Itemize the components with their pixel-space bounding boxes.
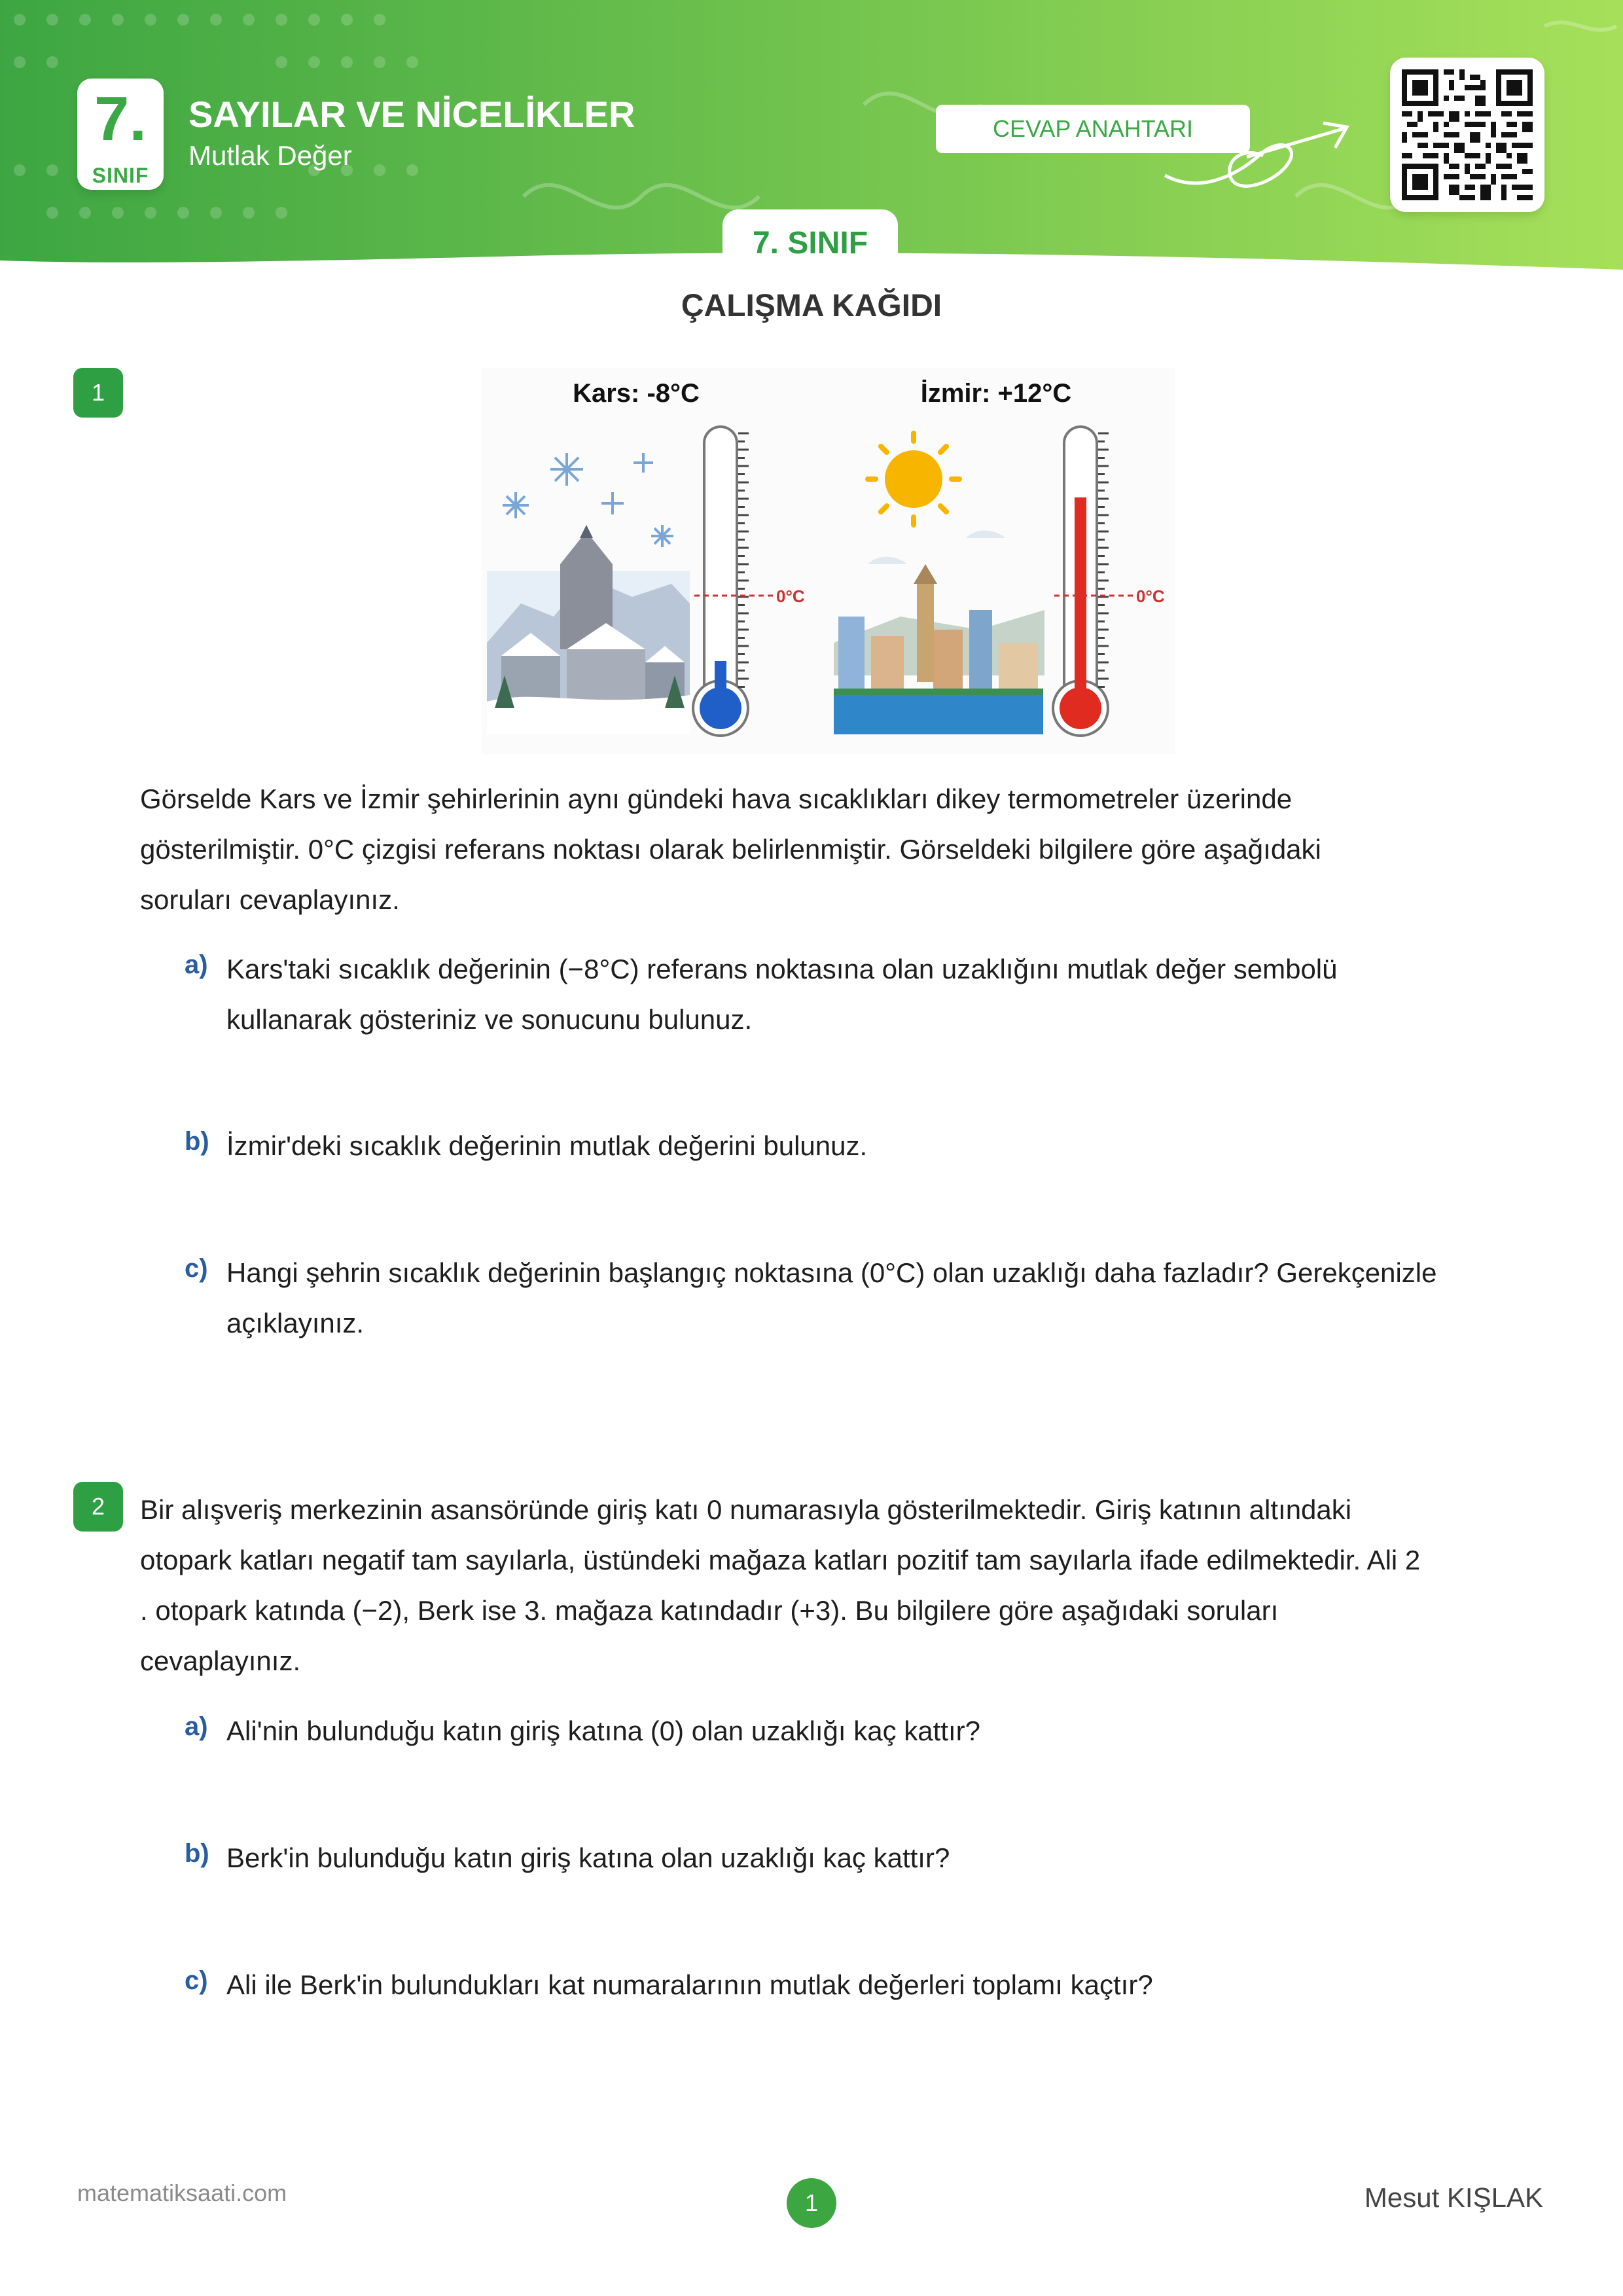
q1-intro-line: Görselde Kars ve İzmir şehirlerinin aynı gündeki hava sıcaklıkları dikey termometreler üzerinde	[140, 783, 1293, 814]
item-text: Ali ile Berk'in bulundukları kat numaralarının mutlak değerleri toplamı kaçtır?	[226, 1969, 1153, 2000]
qr-code-icon	[1402, 69, 1533, 200]
q2-intro-line: cevaplayınız.	[140, 1645, 301, 1676]
q2-item-a	[185, 1706, 1546, 1756]
item-label: c)	[185, 1966, 208, 1995]
q1-item-c	[185, 1247, 1546, 1348]
item-text: kullanarak gösteriniz ve sonucunu bulunuz.	[226, 1004, 753, 1035]
grade-badge	[77, 79, 164, 190]
izmir-mercury	[1075, 497, 1086, 708]
question-1-number: 1	[73, 368, 123, 418]
qr-code[interactable]	[1390, 58, 1544, 212]
q1-intro-line: gösterilmiştir. 0°C çizgisi referans noktası olarak belirlenmiştir. Görseldeki bilgilere göre aşağıdaki	[140, 834, 1321, 865]
q2-intro-line: otopark katları negatif tam sayılarla, üstündeki mağaza katları pozitif tam sayılarla ifade edilmektedir. Ali 2	[140, 1545, 1421, 1575]
izmir-zero-mark: 0°C	[1136, 586, 1165, 606]
item-label: a)	[185, 1712, 208, 1741]
q2-intro	[140, 1484, 1534, 1686]
q1-item-b	[185, 1121, 1546, 1171]
footer-site: matematiksaati.com	[77, 2179, 287, 2206]
worksheet-title: ÇALIŞMA KAĞIDI	[681, 289, 942, 323]
unit-title: SAYILAR VE NİCELİKLER	[188, 94, 635, 135]
footer-author: Mesut KIŞLAK	[1364, 2182, 1543, 2213]
class-tab: 7. SINIF	[722, 209, 898, 275]
grade-word: SINIF	[92, 164, 149, 187]
unit-subtitle: Mutlak Değer	[188, 140, 352, 171]
kars-zero-mark: 0°C	[776, 586, 805, 606]
q2-intro-line: Bir alışveriş merkezinin asansöründe giriş katı 0 numarasıyla gösterilmektedir. Giriş katının altındaki	[140, 1494, 1352, 1525]
q2-item-b	[185, 1833, 1546, 1883]
item-text: Berk'in bulunduğu katın giriş katına olan uzaklığı kaç kattır?	[226, 1842, 950, 1873]
q1-item-a	[185, 944, 1546, 1045]
item-label: b)	[185, 1839, 209, 1868]
q1-intro	[140, 774, 1534, 925]
kars-label: Kars: -8°C	[573, 379, 700, 408]
item-label: b)	[185, 1127, 209, 1156]
item-text: Ali'nin bulunduğu katın giriş katına (0) olan uzaklığı kaç kattır?	[226, 1715, 980, 1746]
q2-item-c	[185, 1960, 1546, 2010]
item-text: açıklayınız.	[226, 1308, 365, 1338]
item-label: a)	[185, 950, 208, 979]
header-banner	[0, 0, 1623, 281]
answer-key-button[interactable]: CEVAP ANAHTARI	[936, 105, 1250, 153]
thermometer-figure	[482, 368, 1175, 754]
grade-number: 7.	[94, 84, 147, 154]
q1-intro-line: soruları cevaplayınız.	[140, 884, 400, 915]
kars-mercury	[715, 661, 726, 708]
question-2-number: 2	[73, 1482, 123, 1532]
item-text: Kars'taki sıcaklık değerinin (−8°C) referans noktasına olan uzaklığını mutlak değer sembolü	[226, 954, 1338, 984]
item-text: İzmir'deki sıcaklık değerinin mutlak değerini bulunuz.	[226, 1130, 868, 1161]
izmir-label: İzmir: +12°C	[920, 379, 1072, 408]
page-number: 1	[787, 2178, 836, 2228]
item-text: Hangi şehrin sıcaklık değerinin başlangıç noktasına (0°C) olan uzaklığı daha fazladır? Gerekçenizle	[226, 1257, 1437, 1288]
q2-intro-line: . otopark katında (−2), Berk ise 3. mağaza katındadır (+3). Bu bilgilere göre aşağıdaki soruları	[140, 1595, 1279, 1626]
item-label: c)	[185, 1254, 208, 1283]
